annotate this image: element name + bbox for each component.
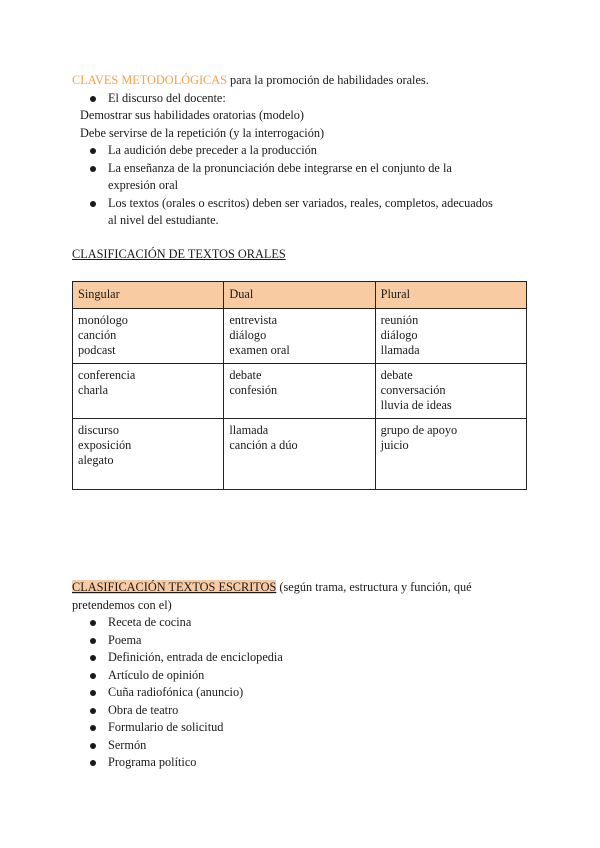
claves-section — [72, 72, 528, 230]
cell-text: charla — [78, 383, 109, 397]
bullet-icon — [90, 725, 96, 731]
table-cell — [375, 309, 526, 364]
claves-heading — [72, 72, 528, 90]
list-item-text: Los textos (orales o escritos) deben ser variados, reales, completos, adecuados — [108, 195, 493, 210]
list-subline: Debe servirse de la repetición (y la interrogación) — [80, 125, 325, 140]
table-cell — [73, 309, 224, 364]
table-cell — [375, 364, 526, 419]
bullet-icon — [90, 638, 96, 644]
table-row — [73, 364, 527, 419]
bullet-icon — [90, 148, 96, 154]
list-item — [72, 649, 528, 667]
cell-text: discurso — [78, 423, 119, 437]
list-item — [72, 195, 528, 230]
cell-text: alegato — [78, 453, 114, 467]
bullet-icon — [90, 96, 96, 102]
list-item-text: al nivel del estudiante. — [108, 213, 219, 227]
list-item-text: Poema — [108, 632, 142, 647]
bullet-icon — [90, 708, 96, 714]
claves-title-rest: para la promoción de habilidades orales. — [226, 73, 429, 87]
list-item — [72, 142, 528, 160]
cell-text: llamada — [380, 343, 420, 357]
list-item-text: Formulario de solicitud — [108, 720, 224, 734]
cell-text: conferencia — [78, 368, 136, 382]
cell-text: canción a dúo — [229, 438, 298, 452]
table-cell — [73, 419, 224, 490]
cell-text: canción — [78, 328, 117, 342]
orales-title: CLASIFICACIÓN DE TEXTOS ORALES — [72, 247, 286, 261]
escritos-heading — [72, 579, 528, 597]
cell-text: diálogo — [380, 328, 418, 342]
header-singular: Singular — [73, 282, 224, 309]
list-item-text: expresión oral — [108, 178, 178, 192]
cell-text: juicio — [380, 438, 409, 452]
cell-text: debate — [380, 368, 413, 382]
list-item-text: El discurso del docente: — [108, 90, 226, 105]
list-item-text: La enseñanza de la pronunciación debe integrarse en el conjunto de la — [108, 160, 452, 175]
list-item-text: La audición debe preceder a la producción — [108, 143, 317, 157]
cell-text: examen oral — [229, 343, 290, 357]
list-item — [72, 684, 528, 702]
list-item — [72, 632, 528, 650]
cell-text: exposición — [78, 438, 132, 452]
escritos-title: CLASIFICACIÓN TEXTOS ESCRITOS — [72, 580, 277, 594]
list-item-text: Definición, entrada de enciclopedia — [108, 650, 283, 664]
cell-text: podcast — [78, 343, 116, 357]
escritos-list — [72, 614, 528, 772]
table-cell — [224, 364, 375, 419]
cell-text: monólogo — [78, 313, 128, 327]
list-subline: Demostrar sus habilidades oratorias (modelo) — [80, 108, 305, 122]
cell-text: confesión — [229, 383, 278, 397]
cell-text: diálogo — [229, 328, 267, 342]
cell-text: lluvia de ideas — [380, 398, 452, 412]
list-item-text: Receta de cocina — [108, 615, 192, 629]
list-item-text: Cuña radiofónica (anuncio) — [108, 685, 244, 699]
bullet-icon — [90, 690, 96, 696]
list-item — [72, 737, 528, 755]
bullet-icon — [90, 673, 96, 679]
list-item-text: Programa político — [108, 755, 197, 769]
escritos-title-rest: (según trama, estructura y función, qué — [276, 580, 472, 594]
bullet-icon — [90, 201, 96, 207]
header-plural: Plural — [375, 282, 526, 309]
list-item-text: Obra de teatro — [108, 702, 179, 717]
list-item-text: Artículo de opinión — [108, 667, 205, 682]
list-item — [72, 667, 528, 685]
table-header-row — [73, 282, 527, 309]
list-item — [72, 90, 528, 143]
escritos-section — [72, 579, 528, 772]
table-cell — [73, 364, 224, 419]
cell-text: reunión — [380, 313, 419, 327]
cell-text: grupo de apoyo — [380, 423, 458, 437]
table-cell — [375, 419, 526, 490]
list-item — [72, 754, 528, 772]
cell-text: debate — [229, 368, 262, 382]
bullet-icon — [90, 760, 96, 766]
bullet-icon — [90, 166, 96, 172]
escritos-heading-line2: pretendemos con el) — [72, 597, 172, 612]
cell-text: entrevista — [229, 313, 278, 327]
claves-list — [72, 90, 528, 230]
list-item — [72, 702, 528, 720]
bullet-icon — [90, 620, 96, 626]
list-item — [72, 160, 528, 195]
orales-table — [72, 281, 527, 490]
list-item-text: Sermón — [108, 737, 147, 752]
header-dual: Dual — [224, 282, 375, 309]
table-cell — [224, 419, 375, 490]
claves-title: CLAVES METODOLÓGICAS — [72, 73, 227, 87]
cell-text: llamada — [229, 423, 269, 437]
list-item — [72, 719, 528, 737]
table-cell — [224, 309, 375, 364]
cell-text: conversación — [380, 383, 446, 397]
bullet-icon — [90, 655, 96, 661]
table-row — [73, 419, 527, 490]
bullet-icon — [90, 743, 96, 749]
list-item — [72, 614, 528, 632]
table-row — [73, 309, 527, 364]
